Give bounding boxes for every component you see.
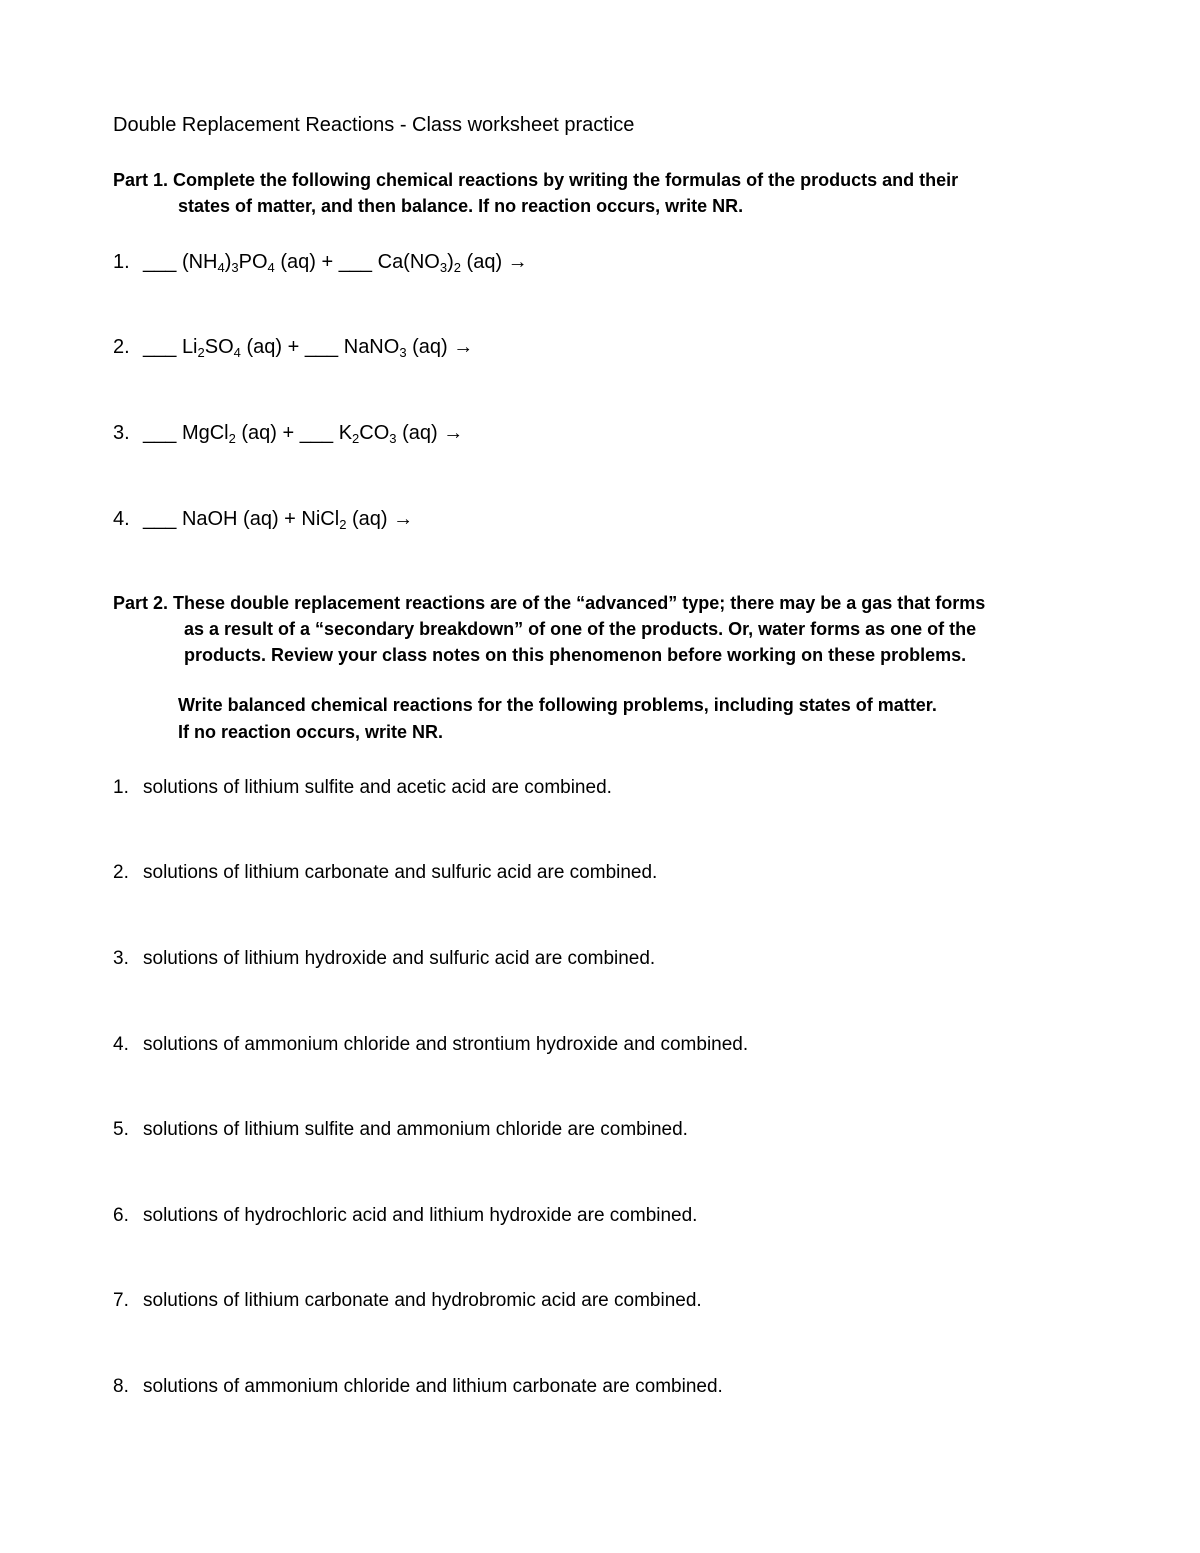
reaction-number: 1. <box>113 251 130 273</box>
coefficient-blank: ___ <box>299 422 334 444</box>
problem-number: 6. <box>113 1205 129 1226</box>
reaction-number: 2. <box>113 336 130 358</box>
part1-instruction-line1: Complete the following chemical reactions by writing the formulas of the products and their <box>173 170 959 190</box>
coefficient-blank: ___ <box>143 422 177 444</box>
problem-text: solutions of lithium sulfite and ammonium chloride are combined. <box>143 1119 688 1140</box>
reaction-item: 1. ___ $(NH_4)_3PO_4$ (aq) + ___ $Ca(NO_3)_2$ (aq) → <box>113 251 528 275</box>
problem-text: solutions of hydrochloric acid and lithium hydroxide are combined. <box>143 1205 698 1226</box>
problem-number: 4. <box>113 1034 129 1055</box>
problem-text: solutions of lithium sulfite and acetic acid are combined. <box>143 777 612 798</box>
part2-heading: Part 2. <box>113 593 169 613</box>
problem-item <box>113 862 657 884</box>
reaction-item: 4. ___ NaOH (aq) + NiCl$_2$ (aq) → <box>113 508 414 532</box>
problem-item <box>113 1205 697 1227</box>
part2-intro <box>113 590 985 616</box>
problem-item <box>113 1290 702 1312</box>
coefficient-blank: ___ <box>143 251 177 273</box>
problem-text: solutions of lithium carbonate and hydrobromic acid are combined. <box>143 1290 702 1311</box>
reaction-item: 2. ___ $Li_2SO_4$ (aq) + ___ NaNO$_3$ (aq) → <box>113 336 474 360</box>
part2-instruction-line1: Write balanced chemical reactions for the following problems, including states of matter. <box>178 695 937 715</box>
reaction-number: 3. <box>113 422 130 444</box>
problem-item <box>113 948 655 970</box>
problem-text: solutions of ammonium chloride and lithium carbonate are combined. <box>143 1376 723 1397</box>
problem-text: solutions of lithium carbonate and sulfuric acid are combined. <box>143 862 658 883</box>
coefficient-blank: ___ <box>338 251 373 273</box>
problem-text: solutions of lithium hydroxide and sulfuric acid are combined. <box>143 948 656 969</box>
problem-number: 3. <box>113 948 129 969</box>
page-title: Double Replacement Reactions - Class worksheet practice <box>113 114 635 136</box>
part2-intro-line1: These double replacement reactions are of the “advanced” type; there may be a gas that forms <box>173 593 986 613</box>
problem-item <box>113 1119 688 1141</box>
part1-instruction-line2: states of matter, and then balance. If no reaction occurs, write NR. <box>178 196 744 216</box>
coefficient-blank: ___ <box>304 336 339 358</box>
problem-number: 7. <box>113 1290 129 1311</box>
part1-instructions <box>113 167 958 193</box>
problem-text: solutions of ammonium chloride and strontium hydroxide and combined. <box>143 1034 749 1055</box>
reaction-number: 4. <box>113 508 130 530</box>
reaction-item: 3. ___ MgCl$_2$ (aq) + ___ $K_2CO_3$ (aq) → <box>113 422 464 446</box>
problem-item <box>113 1376 723 1398</box>
problem-number: 2. <box>113 862 129 883</box>
part2-instruction-line2: If no reaction occurs, write NR. <box>178 722 444 742</box>
coefficient-blank: ___ <box>143 336 177 358</box>
part1-heading: Part 1. <box>113 170 169 190</box>
problem-number: 5. <box>113 1119 129 1140</box>
problem-number: 1. <box>113 777 129 798</box>
problem-number: 8. <box>113 1376 129 1397</box>
coefficient-blank: ___ <box>143 508 177 530</box>
part2-intro-line3: products. Review your class notes on this phenomenon before working on these problems. <box>184 645 967 665</box>
part2-intro-line2: as a result of a “secondary breakdown” of one of the products. Or, water forms as one of the <box>184 619 977 639</box>
problem-item <box>113 777 612 799</box>
problem-item <box>113 1034 748 1056</box>
